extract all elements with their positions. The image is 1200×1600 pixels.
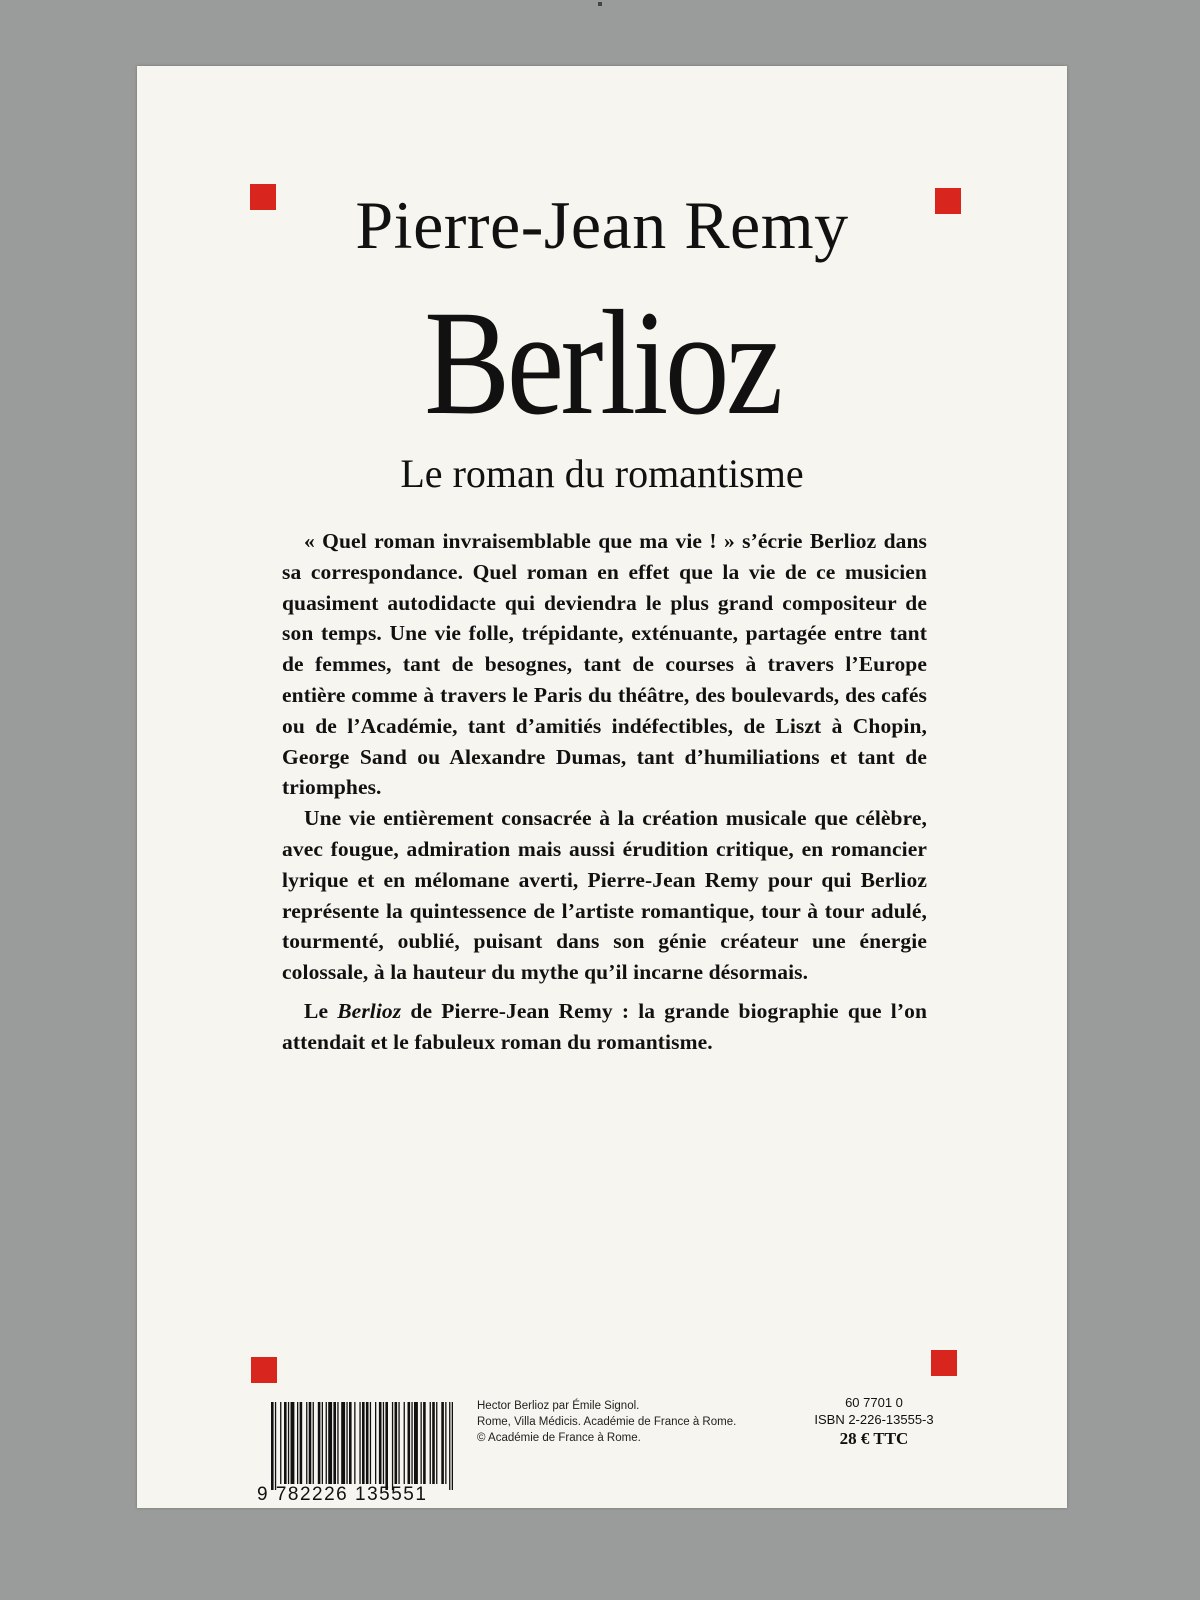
barcode-bar	[385, 1402, 388, 1490]
image-credits	[477, 1398, 797, 1446]
barcode-bar	[275, 1402, 276, 1490]
barcode-bar	[404, 1402, 405, 1484]
barcode-bar	[395, 1402, 398, 1484]
barcode-bar	[306, 1402, 307, 1484]
barcode-bar	[441, 1402, 444, 1484]
credit-line-1: Hector Berlioz par Émile Signol.	[477, 1400, 640, 1412]
barcode-bar	[333, 1402, 336, 1484]
barcode	[271, 1402, 453, 1490]
barcode-bar	[300, 1402, 303, 1484]
barcode-bar	[337, 1402, 338, 1484]
credit-line-3: © Académie de France à Rome.	[477, 1432, 641, 1444]
barcode-bar	[271, 1402, 274, 1490]
barcode-bar	[318, 1402, 321, 1484]
barcode-bar	[398, 1402, 399, 1484]
isbn: ISBN 2-226-13555-3	[814, 1412, 934, 1427]
barcode-bar	[322, 1402, 323, 1484]
barcode-bar	[297, 1402, 298, 1484]
book-title: Berlioz	[424, 280, 780, 446]
blurb-paragraph-2: Une vie entièrement consacrée à la création musicale que célèbre, avec fougue, admiration mais aussi érudition critique, en romancier lyrique et en mélomane averti, Pierre-Jean Remy pour qui Berlioz représente la quintessence de l’artiste romantique, tour à tour adulé, tourmenté, oublié, puisant dans son génie créateur une énergie colossale, à la hauteur du mythe qu’il incarne désormais.	[282, 806, 927, 985]
barcode-bar	[326, 1402, 327, 1484]
barcode-bar	[328, 1402, 332, 1484]
barcode-bar	[408, 1402, 411, 1484]
barcode-bar	[379, 1402, 382, 1484]
barcode-bar	[421, 1402, 422, 1484]
barcode-bar	[341, 1402, 345, 1484]
barcode-bar	[288, 1402, 289, 1484]
book-back-cover	[137, 66, 1067, 1508]
barcode-bar	[449, 1402, 450, 1490]
barcode-digits: 9 782226 135551	[257, 1484, 428, 1505]
barcode-bar	[354, 1402, 355, 1484]
barcode-bar	[411, 1402, 412, 1484]
barcode-bar	[430, 1402, 431, 1484]
barcode-bar	[362, 1402, 365, 1484]
closing-italic-title: Berlioz	[337, 998, 402, 1023]
barcode-bar	[392, 1402, 393, 1490]
red-square-bottom-right	[931, 1350, 957, 1376]
closing-suffix: de Pierre-Jean Remy : la grande biographie que l’on attendait et le fabuleux roman du romantisme.	[282, 998, 927, 1054]
barcode-bar	[436, 1402, 437, 1484]
barcode-bar	[414, 1402, 418, 1484]
publication-info	[799, 1394, 949, 1450]
barcode-bar	[423, 1402, 426, 1484]
book-subtitle: Le roman du romantisme	[400, 451, 804, 496]
credit-line-2: Rome, Villa Médicis. Académie de France à Rome.	[477, 1416, 737, 1428]
barcode-bar	[370, 1402, 371, 1484]
barcode-bar	[280, 1402, 281, 1484]
barcode-bar	[432, 1402, 435, 1484]
barcode-bar	[291, 1402, 295, 1484]
barcode-bar	[445, 1402, 446, 1484]
barcode-bar	[309, 1402, 312, 1484]
barcode-bar	[383, 1402, 384, 1484]
author-name: Pierre-Jean Remy	[355, 187, 849, 263]
barcode-bar	[313, 1402, 314, 1484]
dust-speck	[598, 2, 602, 6]
barcode-bar	[366, 1402, 369, 1484]
barcode-bar	[452, 1402, 453, 1490]
blurb-closing-paragraph	[282, 996, 927, 1058]
barcode-bar	[349, 1402, 352, 1484]
closing-prefix: Le	[304, 998, 338, 1023]
barcode-bar	[346, 1402, 347, 1484]
barcode-bar	[284, 1402, 287, 1484]
barcode-bar	[359, 1402, 360, 1484]
red-square-bottom-left	[251, 1357, 277, 1383]
barcode-bar	[375, 1402, 376, 1484]
blurb-paragraph-1: « Quel roman invraisemblable que ma vie ! » s’écrie Berlioz dans sa correspondance. Quel roman en effet que la vie de ce musicien quasiment autodidacte qui deviendra le plus grand compositeur de son temps. Une vie folle, trépidante, exténuante, partagée entre tant de femmes, tant de besognes, tant de courses à travers l’Europe entière comme à travers le Paris du théâtre, des boulevards, des cafés ou de l’Académie, tant d’amitiés indéfectibles, de Liszt à Chopin, George Sand ou Alexandre Dumas, tant d’humiliations et tant de triomphes.	[282, 529, 927, 800]
blurb-text	[282, 526, 927, 1058]
product-code: 60 7701 0	[845, 1395, 903, 1410]
price: 28 € TTC	[839, 1429, 909, 1448]
